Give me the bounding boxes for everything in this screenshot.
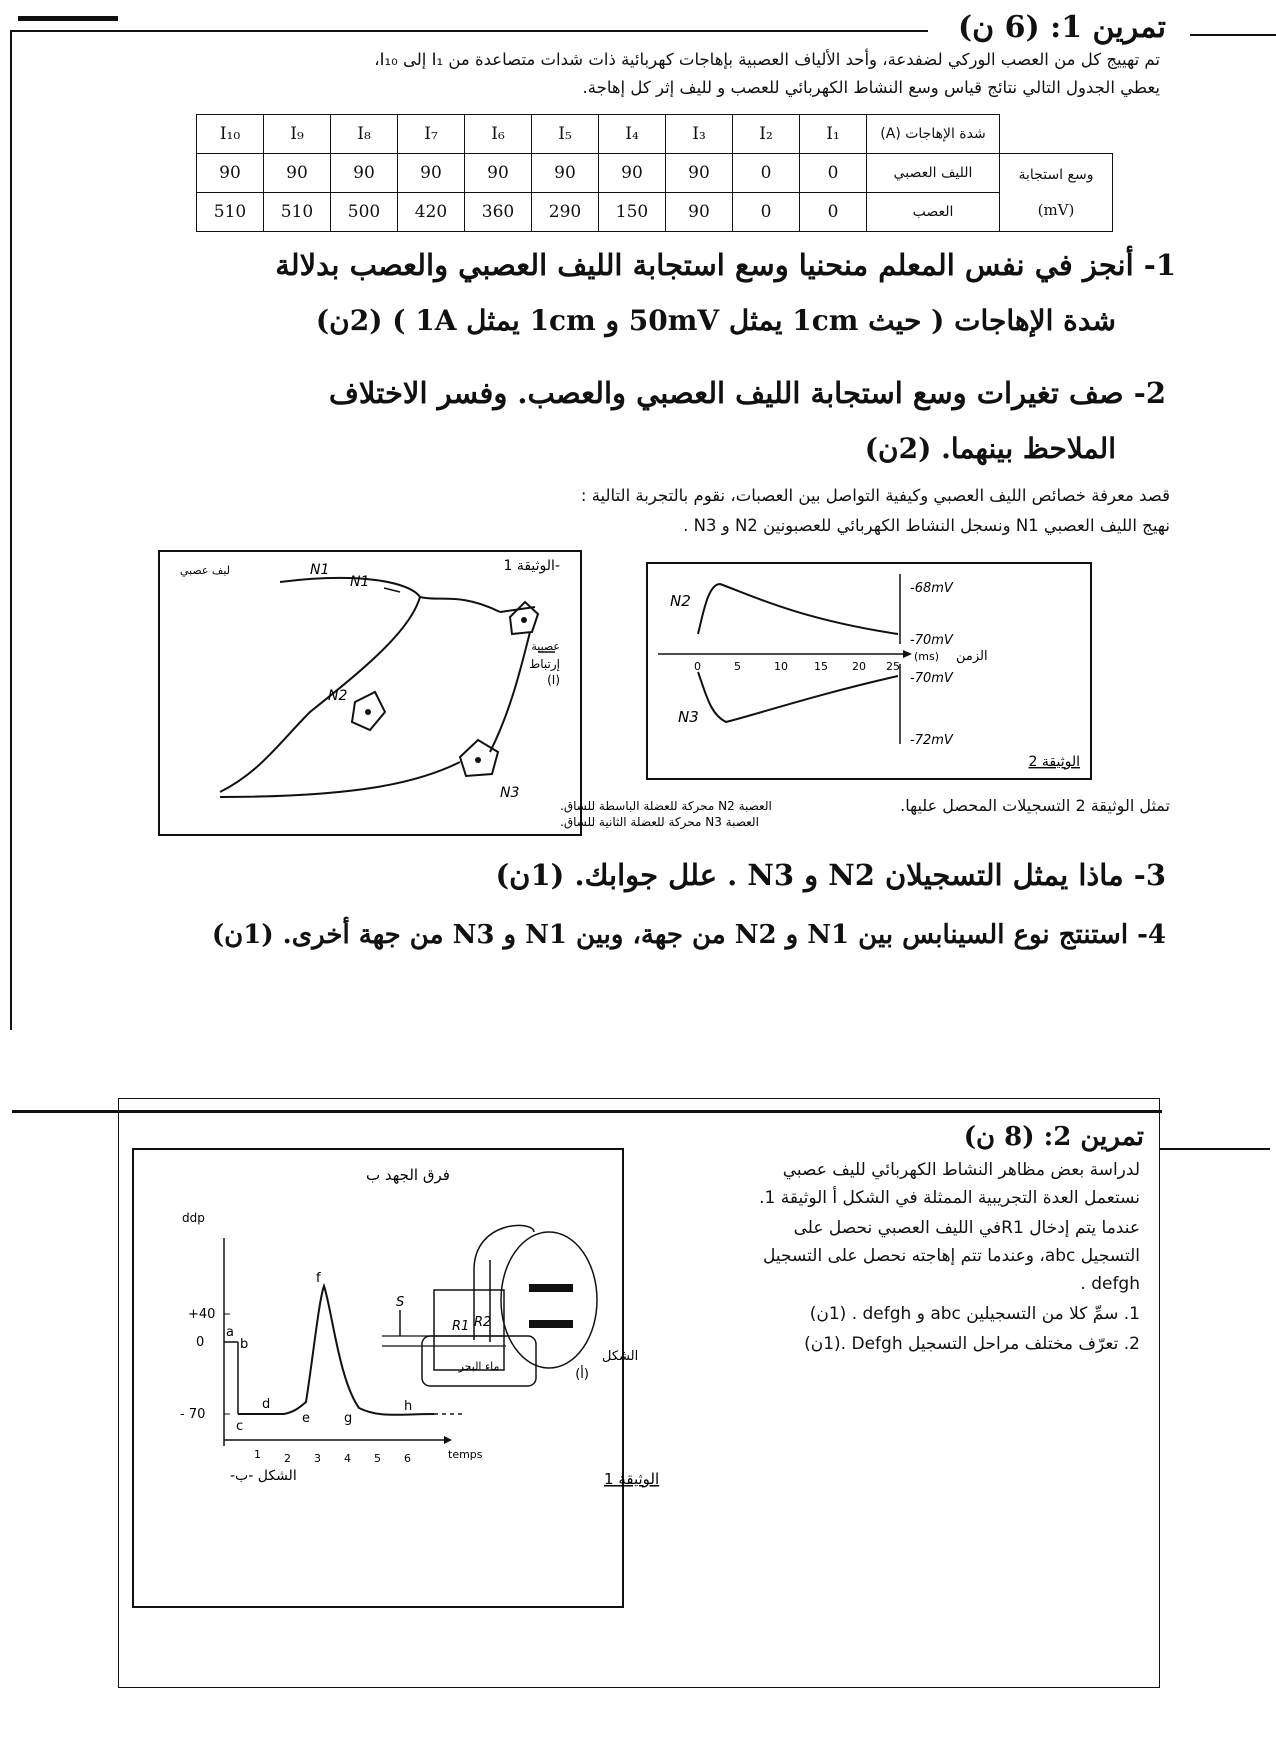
y-axis-label: ddp (182, 1211, 205, 1225)
tick-0: 0 (694, 660, 701, 673)
table-cell: I₉ (264, 115, 331, 154)
table-cell: I₅ (532, 115, 599, 154)
table-cell: 90 (666, 154, 733, 193)
point-e: e (302, 1411, 310, 1426)
table-cell: 510 (197, 193, 264, 232)
ex2-question-2: 2. تعرّف مختلف مراحل التسجيل Defgh .(1ن) (804, 1334, 1140, 1354)
table-cell: I₃ (666, 115, 733, 154)
table-cell: I₇ (398, 115, 465, 154)
document-1-neurons (158, 550, 772, 836)
tick-20: 20 (852, 660, 866, 673)
x-tick-3: 3 (314, 1452, 321, 1465)
point-g: g (344, 1411, 353, 1426)
r2-label: R2 (474, 1315, 492, 1330)
neuron-diagram (160, 552, 772, 834)
x-tick-6: 6 (404, 1452, 411, 1465)
row-group-title: وسع استجابة (1018, 166, 1094, 183)
question-1-line1: 1- أنجز في نفس المعلم منحنيا وسع استجابة الليف العصبي والعصب بدلالة (275, 248, 1176, 282)
point-f: f (316, 1271, 321, 1286)
table-cell: I₂ (733, 115, 800, 154)
y-zero: 0 (196, 1335, 205, 1350)
question-2-line1: 2- صف تغيرات وسع استجابة الليف العصبي والعصب. وفسر الاختلاف (328, 376, 1166, 410)
row-group-label (1000, 154, 1113, 232)
table-cell: I₁ (800, 115, 867, 154)
table-cell: 500 (331, 193, 398, 232)
shape-a-label-1: الشكل (602, 1349, 639, 1364)
stimulation-table (196, 114, 1113, 232)
v-bot-1: -70mV (910, 671, 953, 686)
fiber-label: ليف عصبي (179, 564, 230, 577)
row-label-nerve: العصب (867, 193, 1000, 232)
r1-label: R1 (452, 1319, 470, 1334)
point-a: a (226, 1325, 234, 1340)
table-cell: 0 (800, 193, 867, 232)
x-tick-4: 4 (344, 1452, 351, 1465)
s-label: S (396, 1295, 405, 1310)
doc1-caption-2: العصبة N3 محركة للعضلة الثانية للساق. (560, 815, 759, 829)
n3-label: N3 (500, 785, 520, 801)
document-2-recordings (646, 562, 1092, 780)
junction-label-2: إرتباط (529, 657, 560, 671)
table-cell: 0 (800, 154, 867, 193)
table-cell: 150 (599, 193, 666, 232)
doc-title: الوثيقة 1 (604, 1470, 660, 1488)
table-cell: I₈ (331, 115, 398, 154)
table-cell: 90 (264, 154, 331, 193)
question-3: 3- ماذا يمثل التسجيلان N2 و N3 . علل جوابك. (1ن) (495, 858, 1166, 892)
x-tick-1: 1 (254, 1448, 261, 1461)
ex2-line5: . defgh (1080, 1274, 1140, 1294)
doc2-caption: تمثل الوثيقة 2 التسجيلات المحصل عليها. (900, 796, 1170, 815)
n1-label: N1 (310, 562, 330, 578)
table-cell: 0 (733, 193, 800, 232)
junction-label-3: (I) (547, 673, 560, 687)
shape-a-label-2: (أ) (575, 1367, 589, 1382)
action-potential-figure (134, 1150, 660, 1606)
row-group-unit: (mV) (1037, 200, 1075, 219)
figure-title: فرق الجهد ب (366, 1166, 450, 1184)
x-tick-5: 5 (374, 1452, 381, 1465)
x-tick-2: 2 (284, 1452, 291, 1465)
ex1-intro-line1: تم تهييج كل من العصب الوركي لضفدعة، وأحد الألياف العصبية بإهاجات كهربائية ذات شدات متصاعدة من I₁ إلى I₁₀، (374, 50, 1160, 69)
table-cell: 90 (532, 154, 599, 193)
doc2-title: الوثيقة 2 (1028, 754, 1080, 770)
table-cell: 360 (465, 193, 532, 232)
n1-arrow-label: N1 (350, 574, 370, 590)
point-b: b (240, 1337, 249, 1352)
table-cell: 90 (197, 154, 264, 193)
table-cell: 90 (398, 154, 465, 193)
time-unit: (ms) (914, 650, 940, 663)
table-row-fiber (197, 154, 1113, 193)
seawater-label: ماء البحر (458, 1360, 500, 1373)
table-cell: I₄ (599, 115, 666, 154)
ex2-line2: نستعمل العدة التجريبية الممثلة في الشكل أ الوثيقة 1. (759, 1188, 1140, 1208)
v-bot-2: -72mV (910, 733, 953, 748)
table-cell: 90 (666, 193, 733, 232)
point-d: d (262, 1397, 271, 1412)
table-cell: 90 (331, 154, 398, 193)
table-cell: 90 (599, 154, 666, 193)
exercise1-title: تمرين 1: (6 ن) (957, 10, 1166, 45)
table-cell: 510 (264, 193, 331, 232)
table-row-nerve (197, 193, 1113, 232)
recordings-plot (648, 564, 1090, 778)
table-cell: I₁₀ (197, 115, 264, 154)
doc2-n2-label: N2 (670, 592, 691, 610)
part2-line2: نهيج الليف العصبي N1 ونسجل النشاط الكهربائي للعصبونين N2 و N3 . (683, 516, 1170, 535)
table-cell: 420 (398, 193, 465, 232)
table-cell: 90 (465, 154, 532, 193)
tick-15: 15 (814, 660, 828, 673)
v-top-2: -70mV (910, 633, 953, 648)
point-h: h (404, 1399, 413, 1414)
shape-b-label: الشكل -ب- (230, 1468, 297, 1484)
tick-25: 25 (886, 660, 900, 673)
table-header-label: شدة الإهاجات (A) (867, 115, 1000, 154)
question-2-line2: الملاحظ بينهما. (2ن) (864, 432, 1116, 465)
table-cell: I₆ (465, 115, 532, 154)
point-c: c (236, 1419, 244, 1434)
question-1-line2: شدة الإهاجات ( حيث 1cm يمثل 50mV و 1cm يمثل 1A ) (2ن) (315, 304, 1116, 337)
doc1-title: الوثيقة 1- (503, 558, 560, 574)
tick-5: 5 (734, 660, 741, 673)
doc1-caption-1: العصبة N2 محركة للعضلة الباسطة للساق. (560, 799, 772, 813)
junction-label-1: عصبية (531, 640, 560, 653)
table-cell: 290 (532, 193, 599, 232)
tick-10: 10 (774, 660, 788, 673)
part2-line1: قصد معرفة خصائص الليف العصبي وكيفية التواصل بين العصبات، نقوم بالتجربة التالية : (580, 486, 1170, 505)
x-axis-label: temps (448, 1448, 483, 1461)
v-top-1: -68mV (910, 581, 953, 596)
doc2-n3-label: N3 (678, 708, 699, 726)
ex2-line3: عندما يتم إدخال R1في الليف العصبي نحصل على (793, 1218, 1140, 1238)
exercise2-title: تمرين 2: (8 ن) (963, 1122, 1144, 1152)
y-plus40: +40 (188, 1307, 216, 1322)
ex2-document-1 (132, 1148, 660, 1608)
ex1-intro-line2: يعطي الجدول التالي نتائج قياس وسع النشاط الكهربائي للعصب و لليف إثر كل إهاجة. (582, 78, 1160, 97)
ex2-question-1: 1. سمِّ كلا من التسجيلين abc و defgh . (1ن) (809, 1304, 1140, 1324)
row-label-fiber: الليف العصبي (867, 154, 1000, 193)
time-label: الزمن (956, 649, 988, 664)
ex2-line4: التسجيل abc، وعندما تتم إهاجته نحصل على التسجيل (763, 1246, 1140, 1266)
table-header-row (197, 115, 1113, 154)
ex2-line1: لدراسة بعض مظاهر النشاط الكهربائي لليف عصبي (782, 1160, 1140, 1180)
question-4: 4- استنتج نوع السينابس بين N1 و N2 من جهة، وبين N1 و N3 من جهة أخرى. (1ن) (211, 920, 1166, 950)
y-minus70: - 70 (180, 1407, 206, 1422)
table-cell: 0 (733, 154, 800, 193)
n2-label: N2 (328, 688, 348, 704)
